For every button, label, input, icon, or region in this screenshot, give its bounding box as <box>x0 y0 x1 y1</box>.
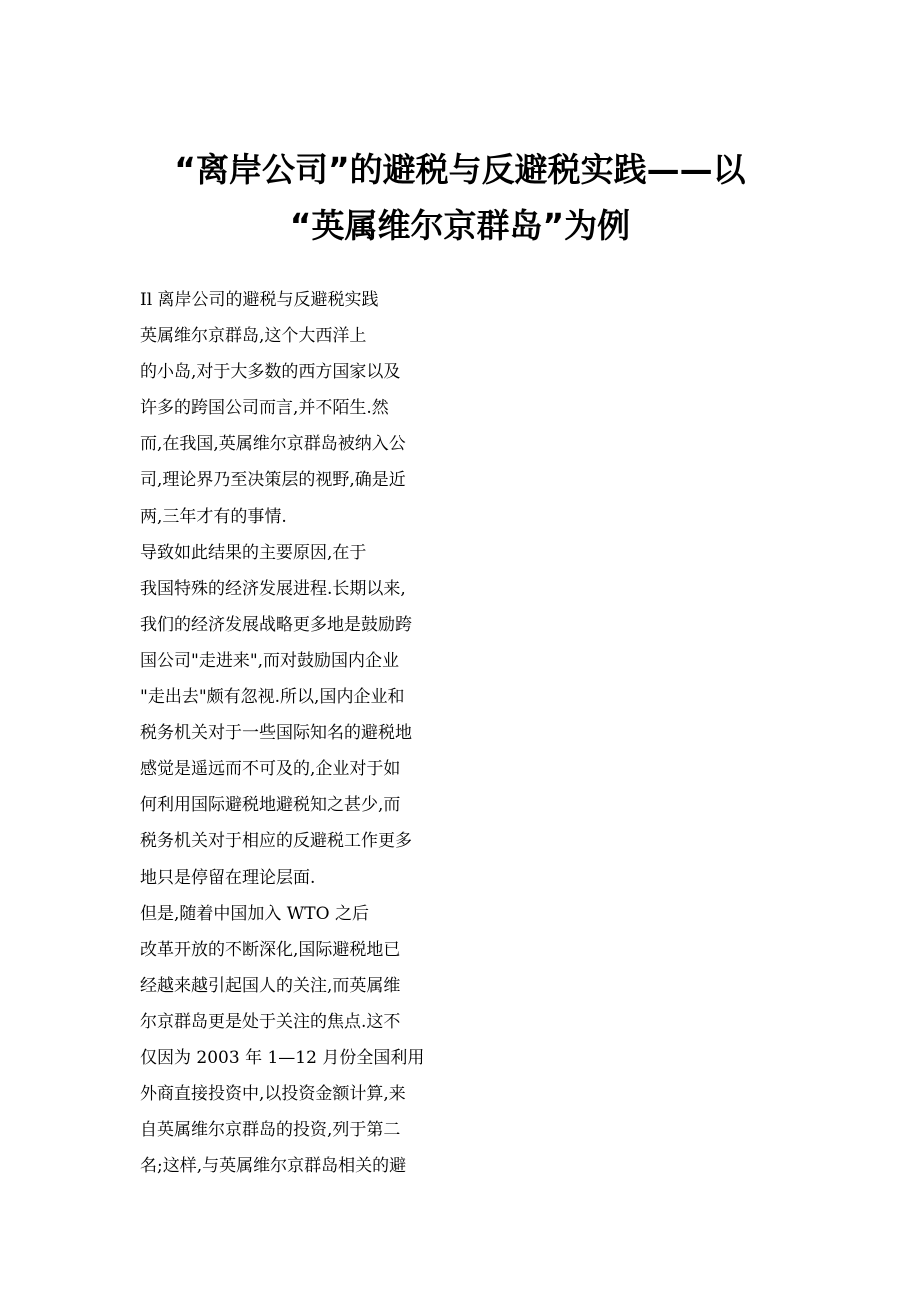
body-line: 地只是停留在理论层面. <box>140 867 316 888</box>
title-line: “英属维尔京群岛”为例 <box>289 206 631 245</box>
body-line: 许多的跨国公司而言,并不陌生.然 <box>140 398 389 419</box>
body-line: 我国特殊的经济发展进程.长期以来, <box>140 578 406 599</box>
body-line: 何利用国际避税地避税知之甚少,而 <box>140 795 401 816</box>
body-line: Il 离岸公司的避税与反避税实践 <box>140 290 379 310</box>
body-line: 英属维尔京群岛,这个大西洋上 <box>140 326 367 347</box>
body-line: "走出去"颇有忽视.所以,国内企业和 <box>140 687 405 708</box>
body-line: 税务机关对于一些国际知名的避税地 <box>140 723 412 744</box>
body-line: 但是,随着中国加入 WTO 之后 <box>140 903 369 924</box>
body-line: 感觉是遥远而不可及的,企业对于如 <box>140 759 401 780</box>
body-line: 仅因为 2003 年 1—12 月份全国利用 <box>140 1047 425 1068</box>
body-line: 两,三年才有的事情. <box>140 506 287 527</box>
title-line: “离岸公司”的避税与反避税实践——以 <box>174 150 746 189</box>
body-line: 尔京群岛更是处于关注的焦点.这不 <box>140 1011 401 1032</box>
body-line: 税务机关对于相应的反避税工作更多 <box>140 831 412 852</box>
body-line: 经越来越引起国人的关注,而英属维 <box>140 975 401 996</box>
body-line: 国公司"走进来",而对鼓励国内企业 <box>140 650 400 671</box>
body-line: 改革开放的不断深化,国际避税地已 <box>140 939 401 960</box>
body-line: 名;这样,与英属维尔京群岛相关的避 <box>140 1156 407 1177</box>
body-line: 我们的经济发展战略更多地是鼓励跨 <box>140 614 412 635</box>
body-line: 自英属维尔京群岛的投资,列于第二 <box>140 1120 401 1141</box>
body-line: 的小岛,对于大多数的西方国家以及 <box>140 362 401 383</box>
body-line: 而,在我国,英属维尔京群岛被纳入公 <box>140 434 406 455</box>
document-title <box>0 142 920 254</box>
document-body <box>140 282 460 1184</box>
body-line: 司,理论界乃至决策层的视野,确是近 <box>140 470 406 491</box>
body-line: 外商直接投资中,以投资金额计算,来 <box>140 1084 406 1105</box>
body-line: 导致如此结果的主要原因,在于 <box>140 542 367 563</box>
